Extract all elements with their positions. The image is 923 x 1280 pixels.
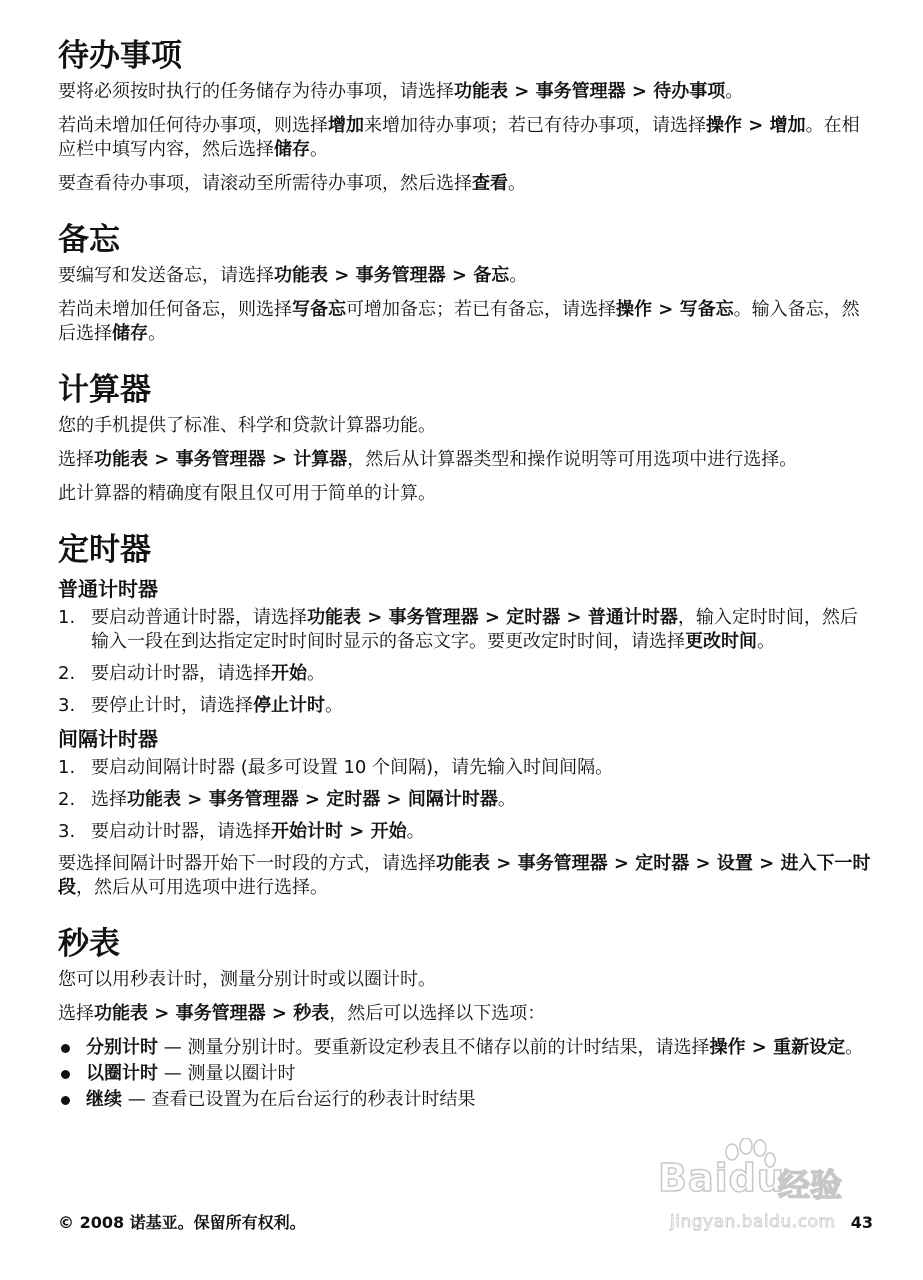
- list-item: 以圈计时 — 测量以圈计时: [58, 1062, 873, 1086]
- document-page: [58, 36, 873, 1136]
- list-item: 1. 要启动间隔计时器 (最多可设置 10 个间隔)，请先输入时间间隔。: [58, 757, 614, 778]
- section-stopwatch: [58, 924, 873, 1112]
- heading-calculator: 计算器: [58, 372, 151, 408]
- list-item: 3. 要停止计时，请选择停止计时。: [58, 695, 343, 716]
- section-notes: [58, 220, 873, 346]
- todo-paragraph-3: 要查看待办事项，请滚动至所需待办事项，然后选择查看。: [58, 173, 526, 194]
- list-item: 2. 选择功能表 > 事务管理器 > 定时器 > 间隔计时器。: [58, 789, 516, 810]
- section-calculator: [58, 370, 873, 506]
- calculator-paragraph-2: 选择功能表 > 事务管理器 > 计算器，然后从计算器类型和操作说明等可用选项中进行选择。: [58, 449, 798, 470]
- bullet-icon: [61, 1044, 70, 1053]
- heading-stopwatch: 秒表: [58, 926, 120, 962]
- stopwatch-paragraph-1: 您可以用秒表计时，测量分别计时或以圈计时。: [58, 969, 436, 990]
- heading-timer: 定时器: [58, 532, 151, 568]
- watermark-cn: 经验: [778, 1166, 843, 1204]
- section-timer: [58, 530, 873, 900]
- bullet-icon: [61, 1096, 70, 1105]
- notes-paragraph-1: 要编写和发送备忘，请选择功能表 > 事务管理器 > 备忘。: [58, 265, 528, 286]
- interval-timer-steps: [58, 756, 873, 844]
- interval-timer-paragraph: 要选择间隔计时器开始下一时段的方式，请选择功能表 > 事务管理器 > 定时器 > 设置 > 进入下一时段，然后从可用选项中进行选择。: [58, 853, 871, 898]
- list-item: 2. 要启动计时器，请选择开始。: [58, 663, 325, 684]
- stopwatch-paragraph-2: 选择功能表 > 事务管理器 > 秒表，然后可以选择以下选项：: [58, 1003, 546, 1024]
- list-item: 3. 要启动计时器，请选择开始计时 > 开始。: [58, 821, 425, 842]
- section-todo: [58, 36, 873, 196]
- heading-todo: 待办事项: [58, 38, 182, 74]
- subheading-interval-timer: 间隔计时器: [58, 727, 158, 751]
- notes-paragraph-2: 若尚未增加任何备忘，则选择写备忘可增加备忘；若已有备忘，请选择操作 > 写备忘。输入备忘，然后选择储存。: [58, 299, 860, 344]
- calculator-paragraph-1: 您的手机提供了标准、科学和贷款计算器功能。: [58, 415, 436, 436]
- todo-paragraph-2: 若尚未增加任何待办事项，则选择增加来增加待办事项；若已有待办事项，请选择操作 > 增加。在相应栏中填写内容，然后选择储存。: [58, 115, 860, 160]
- list-item: 继续 — 查看已设置为在后台运行的秒表计时结果: [58, 1088, 873, 1112]
- calculator-paragraph-3: 此计算器的精确度有限且仅可用于简单的计算。: [58, 483, 436, 504]
- bullet-icon: [61, 1070, 70, 1079]
- subheading-normal-timer: 普通计时器: [58, 577, 158, 601]
- watermark-url: jingyan.baidu.com: [670, 1212, 836, 1232]
- watermark-logo: Baidu: [658, 1156, 785, 1200]
- copyright-text: © 2008 诺基亚。保留所有权利。: [58, 1213, 306, 1232]
- page-footer: [58, 1211, 873, 1235]
- page-number: 43: [850, 1213, 873, 1232]
- list-item: 分别计时 — 测量分别计时。要重新设定秒表且不储存以前的计时结果，请选择操作 > 重新设定。: [58, 1036, 873, 1060]
- todo-paragraph-1: 要将必须按时执行的任务储存为待办事项，请选择功能表 > 事务管理器 > 待办事项。: [58, 81, 744, 102]
- heading-notes: 备忘: [58, 222, 120, 258]
- stopwatch-options: [58, 1036, 873, 1112]
- list-item: 1. 要启动普通计时器，请选择功能表 > 事务管理器 > 定时器 > 普通计时器，输入定时时间，然后输入一段在到达指定定时时间时显示的备忘文字。要更改定时时间，请选择更改时间。: [58, 607, 858, 652]
- normal-timer-steps: [58, 606, 873, 718]
